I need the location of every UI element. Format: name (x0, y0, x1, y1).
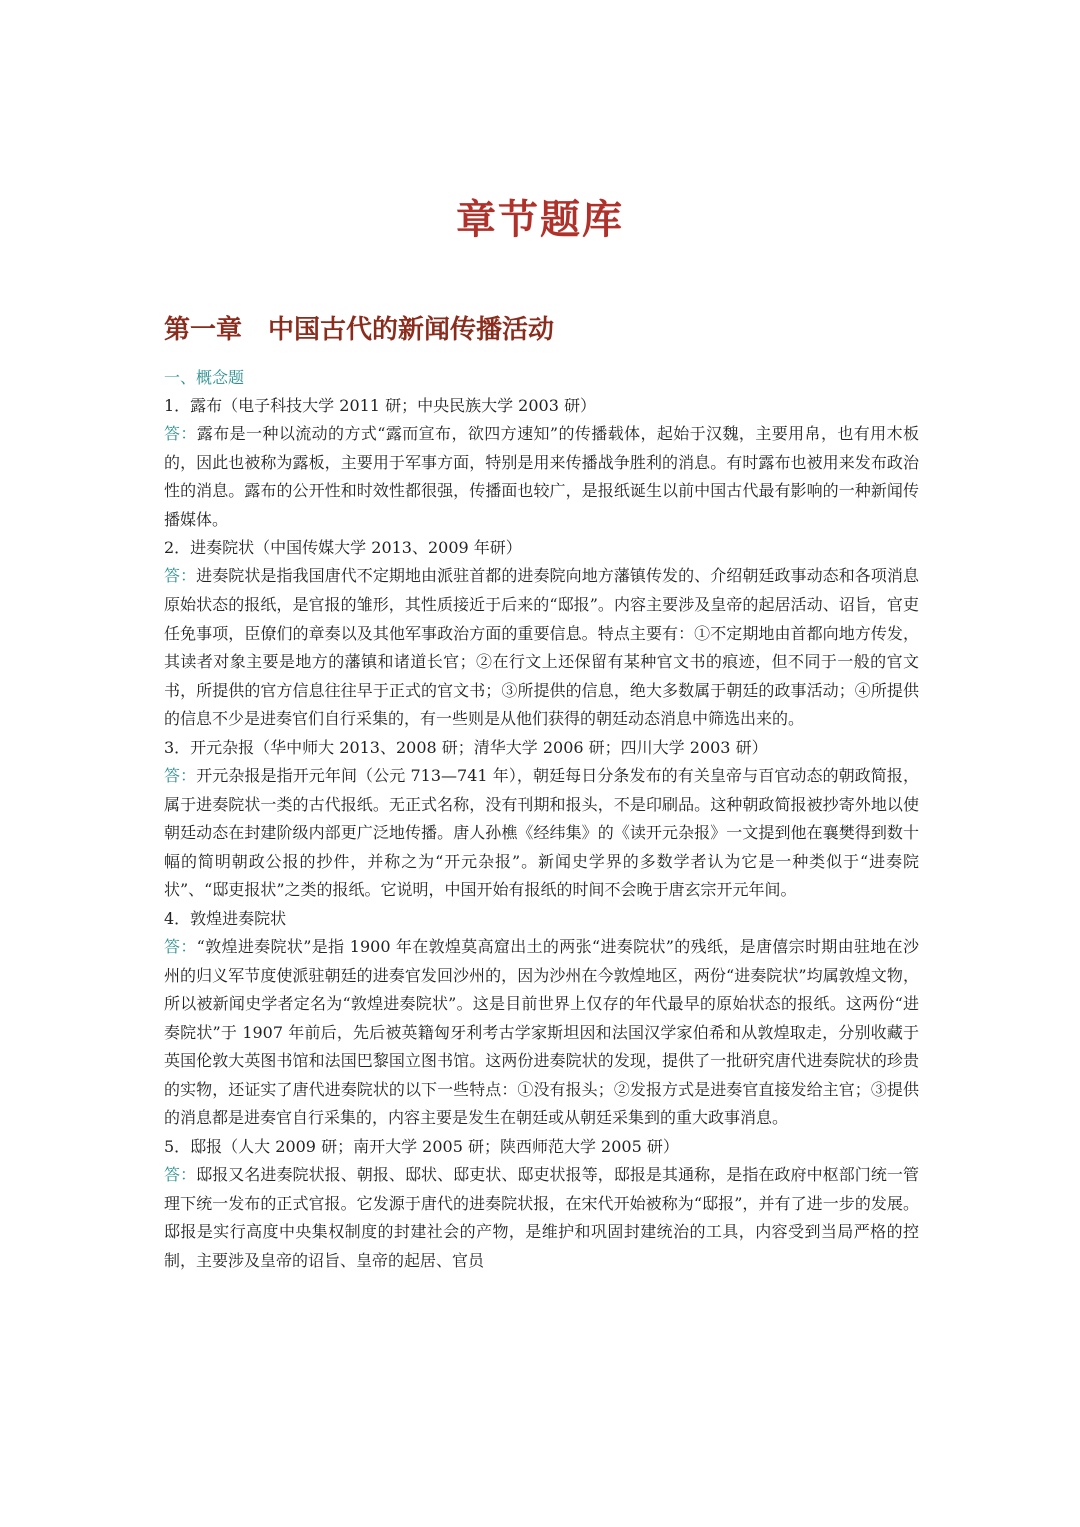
entry-5 (164, 1133, 919, 1275)
answer-text: “敦煌进奏院状”是指 1900 年在敦煌莫高窟出土的两张“进奏院状”的残纸，是唐僖宗时期由驻地在沙州的归义军节度使派驻朝廷的进奏官发回沙州的，因为沙州在今敦煌地区，两份“进奏院状”均属敦煌文物，所以被新闻史学者定名为“敦煌进奏院状”。这是目前世界上仅存的年代最早的原始状态的报纸。这两份“进奏院状”于 1907 年前后，先后被英籍匈牙利考古学家斯坦因和法国汉学家伯希和从敦煌取走，分别收藏于英国伦敦大英图书馆和法国巴黎国立图书馆。这两份进奏院状的发现，提供了一批研究唐代进奏院状的珍贵的实物，还证实了唐代进奏院状的以下一些特点：①没有报头；②发报方式是进奏官直接发给主官；③提供的消息都是进奏官自行采集的，内容主要是发生在朝廷或从朝廷采集到的重大政事消息。 (164, 936, 919, 1128)
question-heading: 2．进奏院状（中国传媒大学 2013、2009 年研） (164, 538, 522, 558)
answer-paragraph (164, 420, 919, 534)
answer-label: 答： (164, 765, 197, 785)
answer-label: 答： (164, 424, 197, 443)
page-title: 章节题库 (456, 196, 624, 243)
answer-label: 答： (164, 566, 197, 586)
answer-paragraph (164, 1161, 919, 1275)
answer-paragraph (164, 562, 919, 734)
chapter-title: 第一章 中国古代的新闻传播活动 (164, 315, 555, 345)
question-heading: 3．开元杂报（华中师大 2013、2008 研；清华大学 2006 研；四川大学 2003 研） (164, 737, 768, 757)
entry-1 (164, 392, 919, 534)
answer-paragraph (164, 933, 919, 1133)
question-heading: 4．敦煌进奏院状 (164, 908, 287, 928)
entry-3 (164, 734, 919, 905)
answer-text: 邸报又名进奏院状报、朝报、邸状、邸吏状、邸吏状报等，邸报是其通称，是指在政府中枢部门统一管理下统一发布的正式官报。它发源于唐代的进奏院状报，在宋代开始被称为“邸报”，并有了进一步的发展。邸报是实行高度中央集权制度的封建社会的产物，是维护和巩固封建统治的工具，内容受到当局严格的控制，主要涉及皇帝的诏旨、皇帝的起居、官员 (164, 1165, 919, 1270)
question-heading: 5．邸报（人大 2009 研；南开大学 2005 研；陕西师范大学 2005 研） (164, 1137, 679, 1157)
answer-label: 答： (164, 936, 197, 956)
document-body (164, 310, 919, 1275)
answer-text: 露布是一种以流动的方式“露而宣布，欲四方速知”的传播载体，起始于汉魏，主要用帛，也有用木板的，因此也被称为露板，主要用于军事方面，特别是用来传播战争胜利的消息。有时露布也被用来发布政治性的消息。露布的公开性和时效性都很强，传播面也较广，是报纸诞生以前中国古代最有影响的一种新闻传播媒体。 (164, 424, 919, 529)
entry-2 (164, 534, 919, 734)
answer-text: 开元杂报是指开元年间（公元 713—741 年），朝廷每日分条发布的有关皇帝与百官动态的朝政简报，属于进奏院状一类的古代报纸。无正式名称，没有刊期和报头，不是印刷品。这种朝政简报被抄寄外地以使朝廷动态在封建阶级内部更广泛地传播。唐人孙樵《经纬集》的《读开元杂报》一文提到他在襄樊得到数十幅的简明朝政公报的抄件，并称之为“开元杂报”。新闻史学界的多数学者认为它是一种类似于“进奏院状”、“邸吏报状”之类的报纸。它说明，中国开始有报纸的时间不会晚于唐玄宗开元年间。 (164, 765, 919, 900)
section-title: 一、概念题 (164, 368, 245, 387)
answer-text: 进奏院状是指我国唐代不定期地由派驻首都的进奏院向地方藩镇传发的、介绍朝廷政事动态和各项消息原始状态的报纸，是官报的雏形，其性质接近于后来的“邸报”。内容主要涉及皇帝的起居活动、诏旨，官吏任免事项，臣僚们的章奏以及其他军事政治方面的重要信息。特点主要有：①不定期地由首都向地方传发，其读者对象主要是地方的藩镇和诸道长官；②在行文上还保留有某种官文书的痕迹，但不同于一般的官文书，所提供的官方信息往往早于正式的官文书；③所提供的信息，绝大多数属于朝廷的政事活动；④所提供的信息不少是进奏官们自行采集的，有一些则是从他们获得的朝廷动态消息中筛选出来的。 (164, 566, 919, 729)
answer-paragraph (164, 762, 919, 905)
entry-4 (164, 905, 919, 1133)
question-heading: 1．露布（电子科技大学 2011 研；中央民族大学 2003 研） (164, 396, 596, 415)
answer-label: 答： (164, 1165, 197, 1185)
